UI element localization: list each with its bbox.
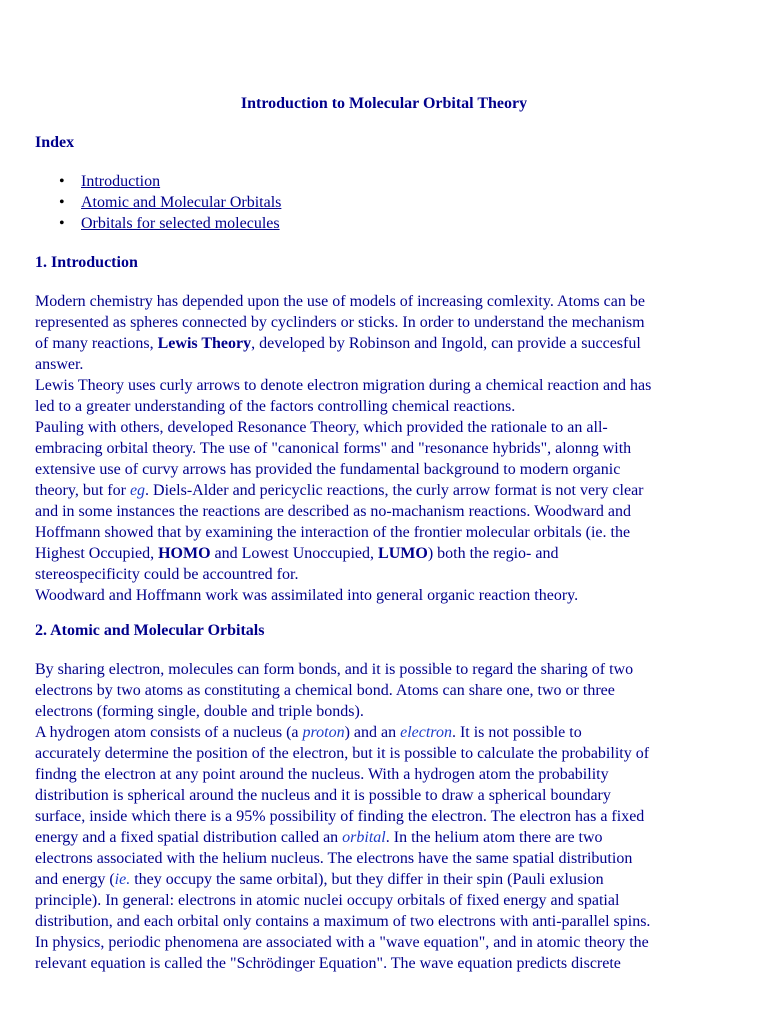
text-line: accurately determine the position of the electron, but it is possible to calculate the probability of bbox=[35, 745, 650, 762]
lumo-term: LUMO bbox=[378, 545, 428, 562]
text-line: Lewis Theory uses curly arrows to denote electron migration during a chemical reaction and has bbox=[35, 377, 652, 394]
text-run: and Lowest Unoccupied, bbox=[210, 545, 379, 562]
text-line bbox=[35, 333, 740, 354]
text-run: A hydrogen atom consists of a nucleus (a bbox=[35, 724, 303, 741]
text-line: stereospecificity could be accountred for. bbox=[35, 566, 299, 583]
text-run: , developed by Robinson and Ingold, can provide a succesful bbox=[251, 335, 641, 352]
text-line: findng the electron at any point around the nucleus. With a hydrogen atom the probability bbox=[35, 766, 609, 783]
section-1-heading: 1. Introduction bbox=[35, 254, 138, 271]
text-line bbox=[35, 722, 740, 743]
text-line: electrons associated with the helium nucleus. The electrons have the same spatial distribution bbox=[35, 850, 633, 867]
text-run: ) both the regio- and bbox=[427, 545, 559, 562]
electron-term: electron bbox=[400, 724, 452, 741]
link-introduction[interactable]: Introduction bbox=[81, 173, 161, 190]
text-line bbox=[35, 480, 740, 501]
page-title: Introduction to Molecular Orbital Theory bbox=[240, 95, 528, 112]
orbital-term: orbital bbox=[342, 829, 386, 846]
text-line: Hoffmann showed that by examining the interaction of the frontier molecular orbitals (ie. the bbox=[35, 524, 631, 541]
bullet-icon: • bbox=[59, 215, 65, 232]
text-line: led to a greater understanding of the factors controlling chemical reactions. bbox=[35, 398, 516, 415]
index-item bbox=[55, 213, 281, 234]
link-orbitals-selected-molecules[interactable]: Orbitals for selected molecules bbox=[81, 215, 280, 232]
text-line: By sharing electron, molecules can form bonds, and it is possible to regard the sharing of two bbox=[35, 661, 634, 678]
index-item bbox=[55, 192, 281, 213]
text-line: answer. bbox=[35, 356, 84, 373]
text-run: theory, but for bbox=[35, 482, 130, 499]
index-list bbox=[55, 171, 281, 234]
text-line: extensive use of curvy arrows has provided the fundamental background to modern organic bbox=[35, 461, 621, 478]
text-line: Modern chemistry has depended upon the use of models of increasing comlexity. Atoms can be bbox=[35, 293, 645, 310]
lewis-theory-term: Lewis Theory bbox=[157, 335, 252, 352]
link-atomic-molecular-orbitals[interactable]: Atomic and Molecular Orbitals bbox=[81, 194, 282, 211]
text-line: and in some instances the reactions are described as no-machanism reactions. Woodward and bbox=[35, 503, 631, 520]
text-line: In physics, periodic phenomena are associated with a "wave equation", and in atomic theory the bbox=[35, 934, 649, 951]
bullet-icon: • bbox=[59, 194, 65, 211]
text-run: they occupy the same orbital), but they differ in their spin (Pauli exlusion bbox=[130, 871, 604, 888]
text-line: relevant equation is called the "Schrödinger Equation". The wave equation predicts discrete bbox=[35, 955, 621, 972]
text-line: distribution, and each orbital only contains a maximum of two electrons with anti-parallel spins. bbox=[35, 913, 651, 930]
text-line: electrons (forming single, double and triple bonds). bbox=[35, 703, 364, 720]
text-line bbox=[35, 827, 740, 848]
text-line bbox=[35, 869, 740, 890]
text-run: Highest Occupied, bbox=[35, 545, 159, 562]
section-2-paragraph-1 bbox=[35, 659, 740, 974]
text-run: . In the helium atom there are two bbox=[385, 829, 603, 846]
proton-term: proton bbox=[302, 724, 345, 741]
text-run: and energy ( bbox=[35, 871, 115, 888]
index-heading: Index bbox=[35, 134, 75, 151]
text-line: Pauling with others, developed Resonance Theory, which provided the rationale to an all- bbox=[35, 419, 608, 436]
ie-term: ie. bbox=[114, 871, 131, 888]
text-run: . It is not possible to bbox=[451, 724, 582, 741]
text-run: of many reactions, bbox=[35, 335, 158, 352]
section-2-heading: 2. Atomic and Molecular Orbitals bbox=[35, 622, 265, 639]
section-1-paragraph-1 bbox=[35, 291, 740, 606]
text-run: . Diels-Alder and pericyclic reactions, the curly arrow format is not very clear bbox=[145, 482, 644, 499]
text-line bbox=[35, 543, 740, 564]
text-line: electrons by two atoms as constituting a chemical bond. Atoms can share one, two or three bbox=[35, 682, 615, 699]
text-run: energy and a fixed spatial distribution called an bbox=[35, 829, 343, 846]
text-line: principle). In general: electrons in atomic nuclei occupy orbitals of fixed energy and spatial bbox=[35, 892, 620, 909]
text-line: Woodward and Hoffmann work was assimilated into general organic reaction theory. bbox=[35, 587, 579, 604]
text-run: ) and an bbox=[344, 724, 401, 741]
text-line: distribution is spherical around the nucleus and it is possible to draw a spherical boundary bbox=[35, 787, 611, 804]
homo-term: HOMO bbox=[158, 545, 211, 562]
text-line: surface, inside which there is a 95% possibility of finding the electron. The electron has a fixed bbox=[35, 808, 645, 825]
eg-term: eg bbox=[129, 482, 146, 499]
bullet-icon: • bbox=[59, 173, 65, 190]
text-line: embracing orbital theory. The use of "canonical forms" and "resonance hybrids", alonng with bbox=[35, 440, 632, 457]
index-item bbox=[55, 171, 281, 192]
text-line: represented as spheres connected by cyclinders or sticks. In order to understand the mechanism bbox=[35, 314, 645, 331]
